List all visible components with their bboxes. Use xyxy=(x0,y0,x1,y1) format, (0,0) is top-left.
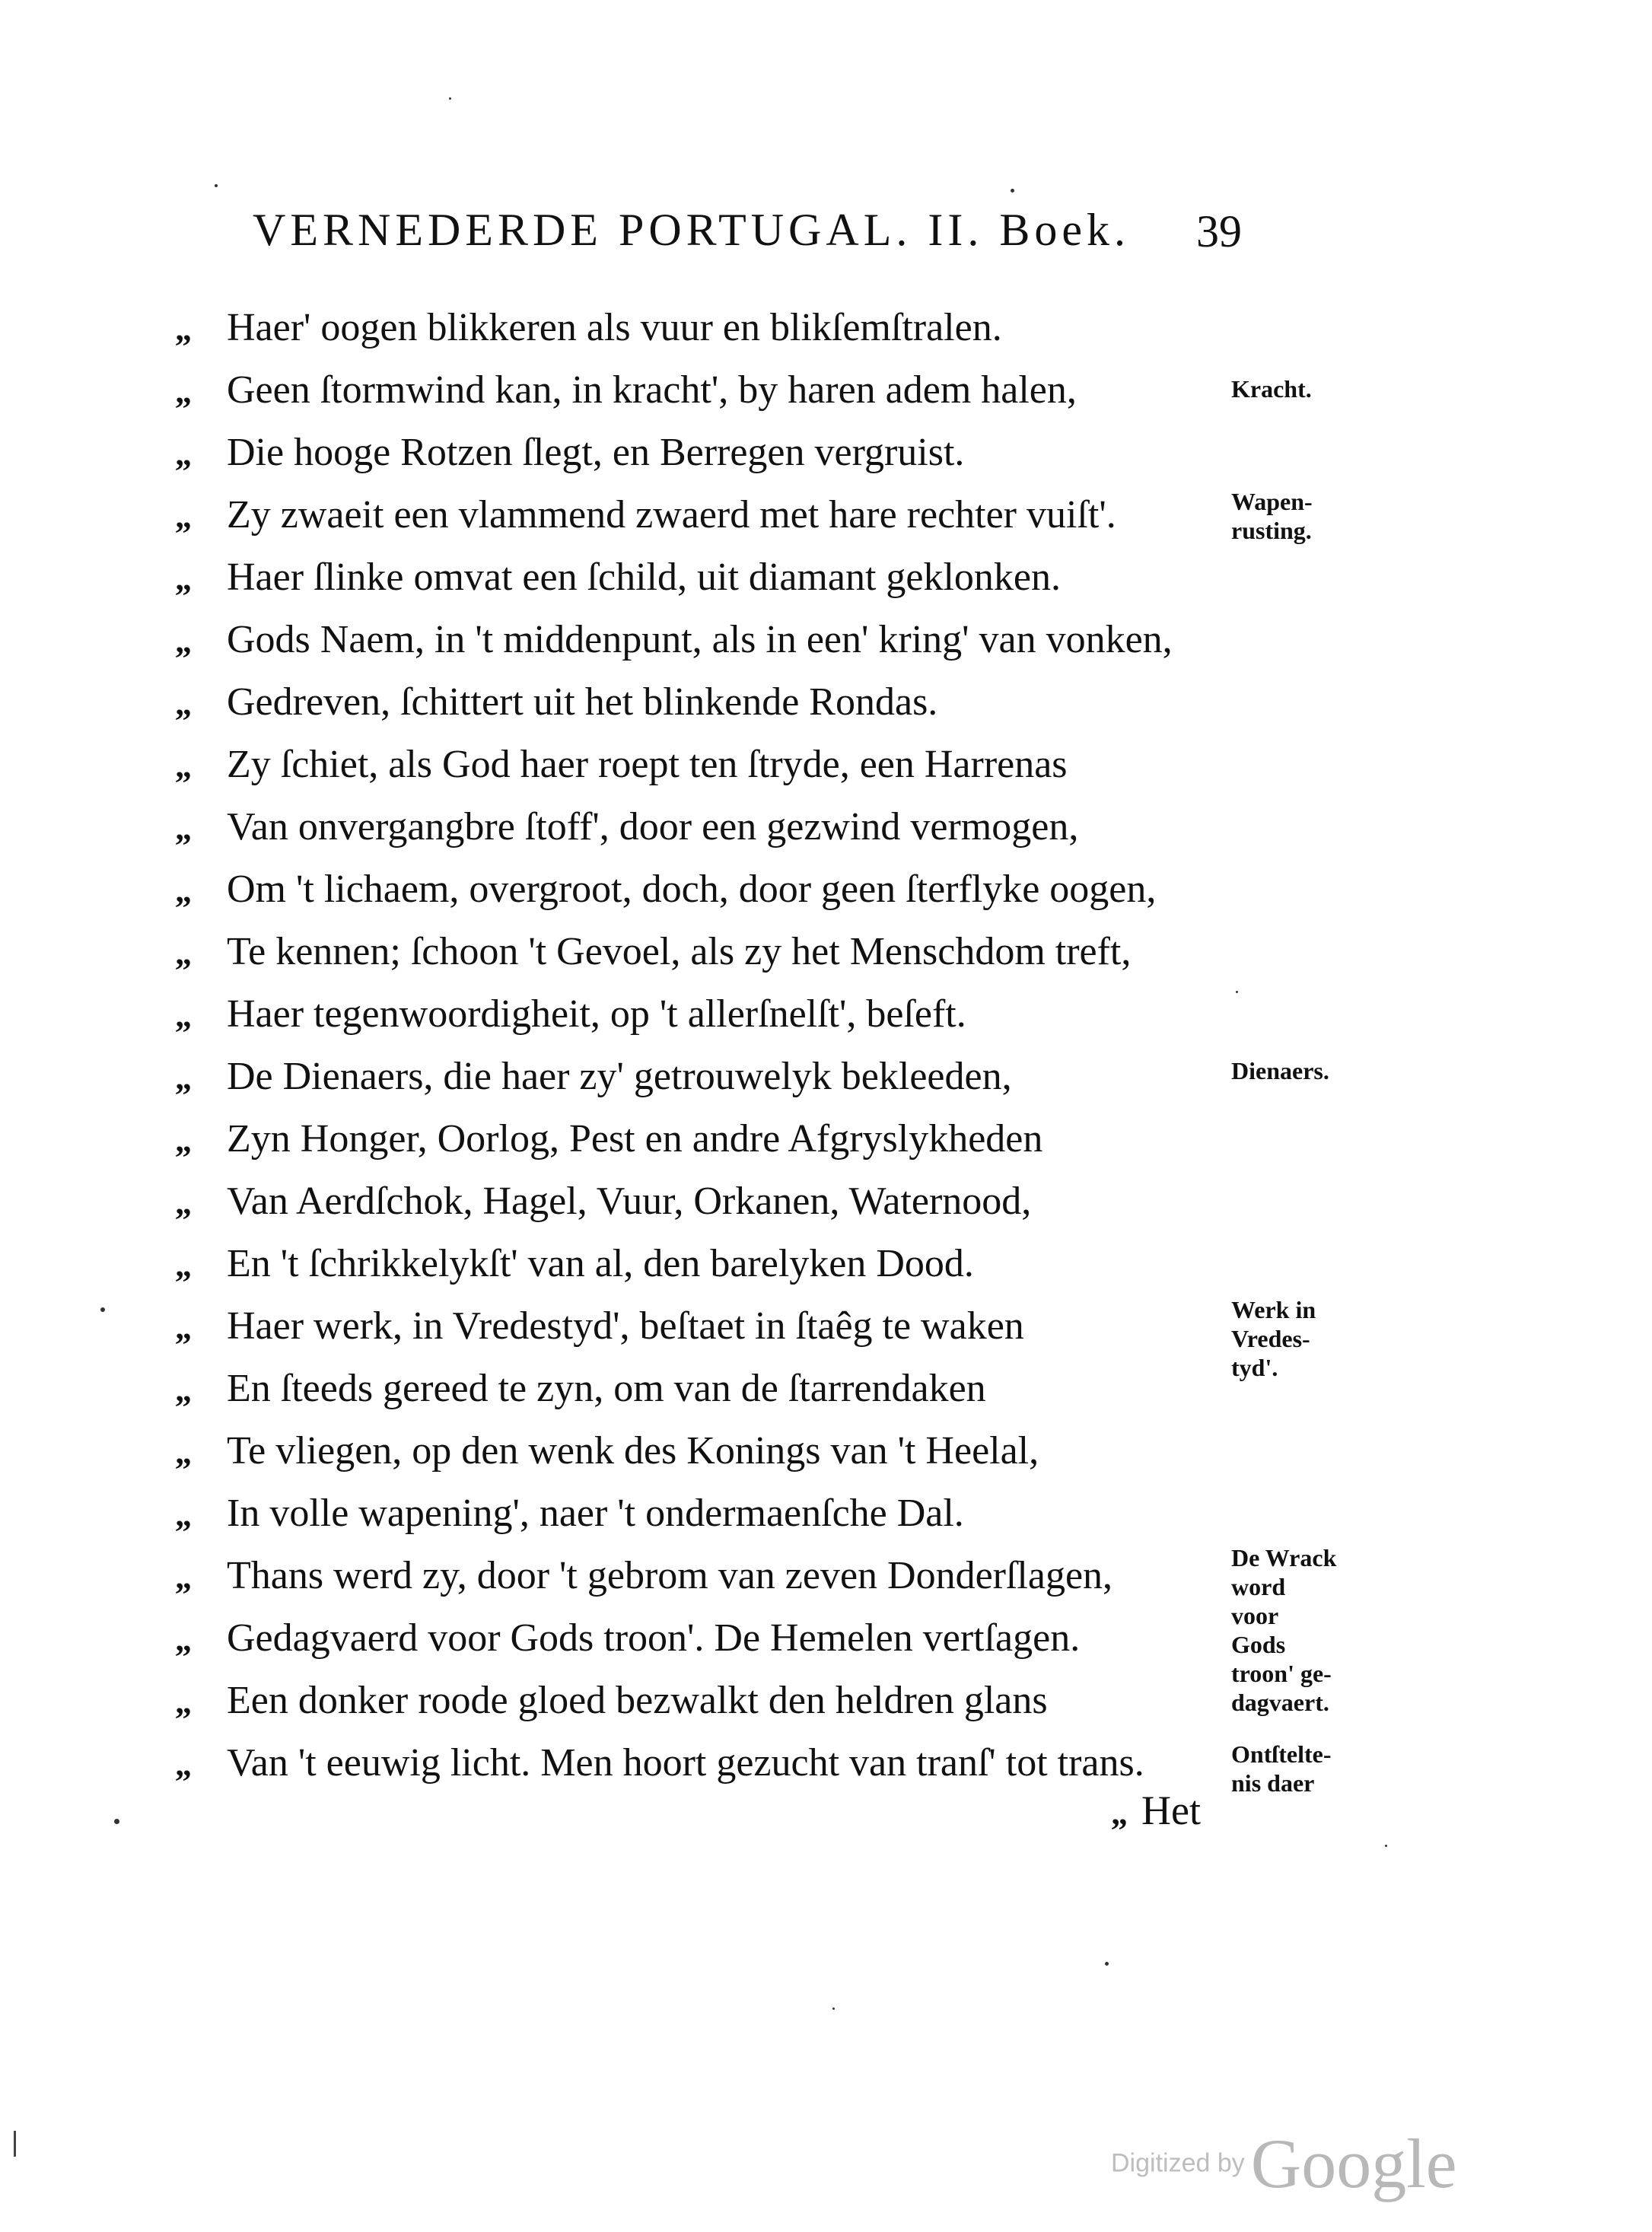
verse-text: In volle wapening', naer 't ondermaenſche Dal. xyxy=(227,1492,964,1535)
verse-text: Haer' oogen blikkeren als vuur en blikſemſtralen. xyxy=(227,306,1002,349)
verse-text: En ſteeds gereed te zyn, om van de ſtarrendaken xyxy=(227,1367,986,1410)
verse-line xyxy=(175,1545,1240,1607)
verse-text: Zy zwaeit een vlammend zwaerd met hare rechter vuiſt'. xyxy=(227,493,1116,537)
scan-speck xyxy=(449,97,451,100)
marginal-note: Ontſtelte- nis daer xyxy=(1231,1740,1332,1797)
verse-line xyxy=(175,858,1240,921)
verse-text: Gods Naem, in 't middenpunt, als in een' kring' van vonken, xyxy=(227,618,1173,661)
verse-line xyxy=(175,1732,1240,1794)
verse-text: Thans werd zy, door 't gebrom van zeven Donderſlagen, xyxy=(227,1554,1113,1597)
verse-line xyxy=(175,1233,1240,1295)
verse-line xyxy=(175,1670,1240,1732)
verse-text: Gedagvaerd voor Gods troon'. De Hemelen vertſagen. xyxy=(227,1616,1081,1660)
quote-mark: „ xyxy=(175,560,192,597)
quote-mark: „ xyxy=(175,1559,192,1596)
verse-line xyxy=(175,671,1240,734)
quote-mark: „ xyxy=(175,1746,192,1783)
scan-speck xyxy=(215,184,218,187)
digitized-watermark xyxy=(1111,2123,1457,2204)
quote-mark: „ xyxy=(175,498,192,535)
verse-line xyxy=(175,1046,1240,1108)
scan-speck xyxy=(1011,189,1014,193)
verse-text: Zyn Honger, Oorlog, Pest en andre Afgryslykheden xyxy=(227,1117,1043,1161)
marginal-note: De Wrack word voor Gods troon' ge- dagvaert. xyxy=(1231,1544,1337,1716)
verse-text: Haer ſlinke omvat een ſchild, uit diamant geklonken. xyxy=(227,556,1062,599)
verse-text: Gedreven, ſchittert uit het blinkende Rondas. xyxy=(227,680,938,724)
marginal-note: Werk in Vredes- tyd'. xyxy=(1231,1296,1316,1381)
verse-line xyxy=(175,921,1240,983)
marginal-note: Kracht. xyxy=(1231,375,1312,403)
scan-speck xyxy=(114,1819,119,1824)
quote-mark: „ xyxy=(1111,1794,1128,1832)
quote-mark: „ xyxy=(175,1496,192,1533)
quote-mark: „ xyxy=(175,1122,192,1159)
catchword-text: Het xyxy=(1141,1788,1201,1833)
quote-mark: „ xyxy=(175,1683,192,1721)
verse-text: Te kennen; ſchoon 't Gevoel, als zy het Menschdom treft, xyxy=(227,930,1132,973)
verse-line xyxy=(175,796,1240,858)
verse-text: Die hooge Rotzen ſlegt, en Berregen vergruist. xyxy=(227,431,965,474)
quote-mark: „ xyxy=(175,435,192,473)
marginal-note: Wapen- rusting. xyxy=(1231,488,1313,544)
verse-text: Haer tegenwoordigheit, op 't allerſnelſt', beſeft. xyxy=(227,992,966,1036)
scan-speck xyxy=(832,2008,835,2010)
google-wordmark: Google xyxy=(1250,2125,1457,2202)
verse-line xyxy=(175,297,1240,359)
verse-line xyxy=(175,983,1240,1046)
quote-mark: „ xyxy=(175,935,192,972)
quote-mark: „ xyxy=(175,1434,192,1471)
page-header xyxy=(253,204,1242,272)
quote-mark: „ xyxy=(175,310,192,348)
scan-edge-mark xyxy=(14,2131,16,2157)
verse-text: Van Aerdſchok, Hagel, Vuur, Orkanen, Waternood, xyxy=(227,1180,1032,1223)
verse-text: Een donker roode gloed bezwalkt den heldren glans xyxy=(227,1679,1048,1722)
quote-mark: „ xyxy=(175,1621,192,1658)
scan-speck xyxy=(1105,1962,1109,1966)
scan-speck xyxy=(100,1307,105,1312)
quote-mark: „ xyxy=(175,1247,192,1284)
scan-speck xyxy=(1385,1845,1387,1847)
verse-line xyxy=(175,1420,1240,1482)
verse-line xyxy=(175,546,1240,609)
quote-mark: „ xyxy=(175,1184,192,1221)
verse-text: Haer werk, in Vredestyd', beſtaet in ſtaêg te waken xyxy=(227,1304,1024,1348)
verse-line xyxy=(175,1482,1240,1545)
scan-speck xyxy=(1236,991,1238,993)
verse-line xyxy=(175,609,1240,671)
quote-mark: „ xyxy=(175,997,192,1034)
verse-line xyxy=(175,359,1240,422)
quote-mark: „ xyxy=(175,685,192,722)
quote-mark: „ xyxy=(175,872,192,909)
running-title: VERNEDERDE PORTUGAL. II. Boek. xyxy=(253,205,1130,255)
quote-mark: „ xyxy=(175,747,192,785)
verse-text: Geen ſtormwind kan, in kracht', by haren adem halen, xyxy=(227,368,1077,412)
verse-line xyxy=(175,1607,1240,1670)
verse-text: En 't ſchrikkelykſt' van al, den barelyken Dood. xyxy=(227,1242,974,1285)
verse-line xyxy=(175,1295,1240,1358)
quote-mark: „ xyxy=(175,622,192,660)
digitized-label: Digitized by xyxy=(1111,2148,1245,2178)
verse-line xyxy=(175,484,1240,546)
quote-mark: „ xyxy=(175,1059,192,1097)
catchword xyxy=(1111,1787,1201,1834)
verse-line xyxy=(175,1108,1240,1170)
verse-line xyxy=(175,1170,1240,1233)
verse-block xyxy=(175,297,1240,1794)
verse-text: De Dienaers, die haer zy' getrouwelyk bekleeden, xyxy=(227,1055,1012,1098)
verse-text: Zy ſchiet, als God haer roept ten ſtryde, een Harrenas xyxy=(227,743,1068,786)
verse-text: Van onvergangbre ſtoff', door een gezwind vermogen, xyxy=(227,805,1079,849)
quote-mark: „ xyxy=(175,1371,192,1409)
verse-text: Om 't lichaem, overgroot, doch, door geen ſterflyke oogen, xyxy=(227,868,1157,911)
quote-mark: „ xyxy=(175,373,192,410)
quote-mark: „ xyxy=(175,1309,192,1346)
verse-text: Te vliegen, op den wenk des Konings van 't Heelal, xyxy=(227,1429,1039,1473)
quote-mark: „ xyxy=(175,810,192,847)
marginal-note: Dienaers. xyxy=(1231,1057,1329,1084)
verse-line xyxy=(175,422,1240,484)
verse-line xyxy=(175,1358,1240,1420)
verse-text: Van 't eeuwig licht. Men hoort gezucht van tranſ' tot trans. xyxy=(227,1741,1144,1785)
page-number: 39 xyxy=(1196,206,1242,256)
verse-line xyxy=(175,734,1240,796)
